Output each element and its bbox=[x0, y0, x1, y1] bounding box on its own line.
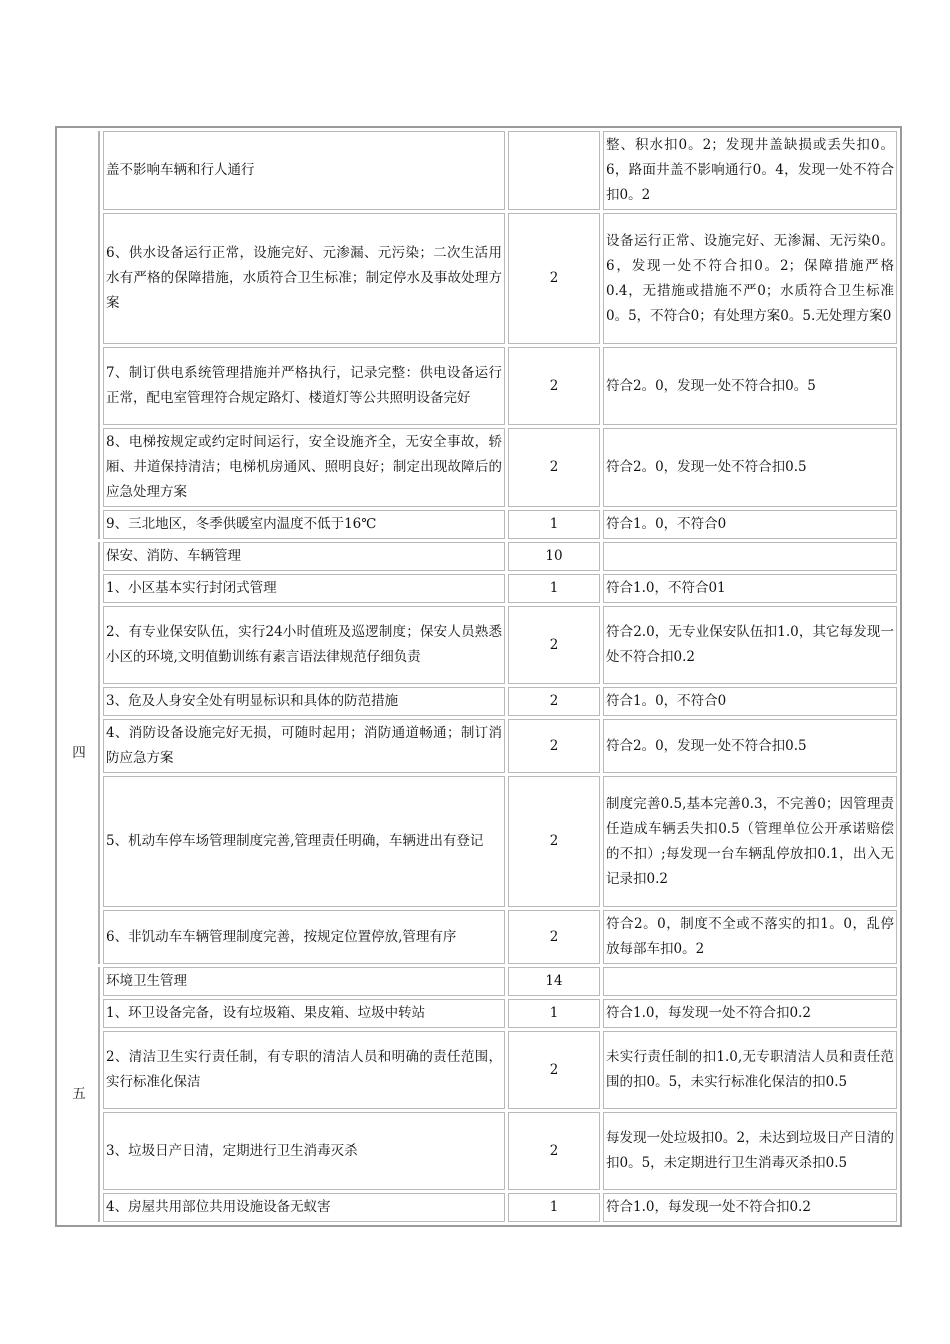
standard-cell: 制度完善0.5,基本完善0.3，不完善0；因管理责任造成车辆丢失扣0.5（管理单位公开承诺赔偿的不扣）;每发现一台车辆乱停放扣0.1，出入无记录扣0.2 bbox=[603, 776, 897, 907]
table-row bbox=[60, 510, 897, 539]
section-number bbox=[60, 131, 100, 539]
score-cell: 2 bbox=[508, 1031, 600, 1109]
standard-cell: 未实行责任制的扣1.0,无专职清洁人员和责任范围的扣0。5，未实行标准化保洁的扣0.5 bbox=[603, 1031, 897, 1109]
standard-cell: 符合1。0，不符合0 bbox=[603, 687, 897, 716]
score-cell: 14 bbox=[508, 967, 600, 996]
score-cell: 2 bbox=[508, 213, 600, 344]
criterion-cell: 2、有专业保安队伍，实行24小时值班及巡逻制度；保安人员熟悉小区的环境,文明值勤训练有素言语法律规范仔细负责 bbox=[103, 606, 505, 684]
score-cell: 1 bbox=[508, 999, 600, 1028]
scoring-table-body bbox=[60, 131, 897, 1222]
table-row bbox=[60, 1031, 897, 1109]
standard-cell: 符合2。0，发现一处不符合扣0.5 bbox=[603, 719, 897, 773]
score-cell: 2 bbox=[508, 687, 600, 716]
score-cell: 1 bbox=[508, 574, 600, 603]
score-cell: 1 bbox=[508, 1193, 600, 1222]
criterion-cell: 盖不影响车辆和行人通行 bbox=[103, 131, 505, 210]
table-row bbox=[60, 687, 897, 716]
criterion-cell: 9、三北地区，冬季供暖室内温度不低于16℃ bbox=[103, 510, 505, 539]
criterion-cell: 3、危及人身安全处有明显标识和具体的防范措施 bbox=[103, 687, 505, 716]
criterion-cell: 8、电梯按规定或约定时间运行，安全设施齐全，无安全事故，轿厢、井道保持清洁；电梯机房通风、照明良好；制定出现故障后的应急处理方案 bbox=[103, 428, 505, 507]
criterion-cell: 保安、消防、车辆管理 bbox=[103, 542, 505, 571]
table-row bbox=[60, 542, 897, 571]
table-row bbox=[60, 1193, 897, 1222]
score-cell: 10 bbox=[508, 542, 600, 571]
criterion-cell: 环境卫生管理 bbox=[103, 967, 505, 996]
standard-cell bbox=[603, 967, 897, 996]
criterion-cell: 2、清洁卫生实行责任制，有专职的清洁人员和明确的责任范围，实行标准化保洁 bbox=[103, 1031, 505, 1109]
section-number: 四 bbox=[60, 542, 100, 964]
score-cell: 2 bbox=[508, 606, 600, 684]
table-row bbox=[60, 131, 897, 210]
standard-cell: 符合1.0，不符合01 bbox=[603, 574, 897, 603]
table-row bbox=[60, 428, 897, 507]
criterion-cell: 4、消防设备设施完好无损，可随时起用；消防通道畅通；制订消防应急方案 bbox=[103, 719, 505, 773]
criterion-cell: 5、机动车停车场管理制度完善,管理责任明确，车辆进出有登记 bbox=[103, 776, 505, 907]
section-number: 五 bbox=[60, 967, 100, 1222]
scoring-table bbox=[55, 126, 902, 1227]
score-cell: 2 bbox=[508, 719, 600, 773]
table-row bbox=[60, 719, 897, 773]
standard-cell: 符合1。0，不符合0 bbox=[603, 510, 897, 539]
criterion-cell: 1、小区基本实行封闭式管理 bbox=[103, 574, 505, 603]
criterion-cell: 7、制订供电系统管理措施并严格执行，记录完整：供电设备运行正常，配电室管理符合规定路灯、楼道灯等公共照明设备完好 bbox=[103, 347, 505, 425]
score-cell: 2 bbox=[508, 776, 600, 907]
score-cell: 1 bbox=[508, 510, 600, 539]
criterion-cell: 1、环卫设备完备，设有垃圾箱、果皮箱、垃圾中转站 bbox=[103, 999, 505, 1028]
criterion-cell: 6、供水设备运行正常，设施完好、元渗漏、元污染；二次生活用水有严格的保障措施，水质符合卫生标准；制定停水及事故处理方案 bbox=[103, 213, 505, 344]
score-cell: 2 bbox=[508, 428, 600, 507]
table-row bbox=[60, 1112, 897, 1190]
criterion-cell: 4、房屋共用部位共用设施设备无蚁害 bbox=[103, 1193, 505, 1222]
standard-cell: 符合2.0，无专业保安队伍扣1.0，其它每发现一处不符合扣0.2 bbox=[603, 606, 897, 684]
standard-cell: 符合2。0，制度不全或不落实的扣1。0，乱停放每部车扣0。2 bbox=[603, 910, 897, 964]
standard-cell bbox=[603, 542, 897, 571]
score-cell: 2 bbox=[508, 910, 600, 964]
criterion-cell: 3、垃圾日产日清，定期进行卫生消毒灭杀 bbox=[103, 1112, 505, 1190]
table-row bbox=[60, 213, 897, 344]
table-row bbox=[60, 574, 897, 603]
score-cell: 2 bbox=[508, 347, 600, 425]
score-cell bbox=[508, 131, 600, 210]
standard-cell: 整、积水扣0。2；发现井盖缺损或丢失扣0。6，路面井盖不影响通行0。4，发现一处不符合扣0。2 bbox=[603, 131, 897, 210]
score-cell: 2 bbox=[508, 1112, 600, 1190]
standard-cell: 符合2。0，发现一处不符合扣0。5 bbox=[603, 347, 897, 425]
table-row bbox=[60, 967, 897, 996]
standard-cell: 每发现一处垃圾扣0。2，未达到垃圾日产日清的扣0。5，未定期进行卫生消毒灭杀扣0.5 bbox=[603, 1112, 897, 1190]
table-row bbox=[60, 776, 897, 907]
standard-cell: 符合1.0，每发现一处不符合扣0.2 bbox=[603, 999, 897, 1028]
standard-cell: 设备运行正常、设施完好、无渗漏、无污染0。6，发现一处不符合扣0。2；保障措施严格0.4，无措施或措施不严0；水质符合卫生标准0。5，不符合0；有处理方案0。5.无处理方案0 bbox=[603, 213, 897, 344]
table-row bbox=[60, 347, 897, 425]
table-row bbox=[60, 910, 897, 964]
criterion-cell: 6、非饥动车车辆管理制度完善，按规定位置停放,管理有序 bbox=[103, 910, 505, 964]
standard-cell: 符合2。0，发现一处不符合扣0.5 bbox=[603, 428, 897, 507]
standard-cell: 符合1.0，每发现一处不符合扣0.2 bbox=[603, 1193, 897, 1222]
table-row bbox=[60, 999, 897, 1028]
table-row bbox=[60, 606, 897, 684]
